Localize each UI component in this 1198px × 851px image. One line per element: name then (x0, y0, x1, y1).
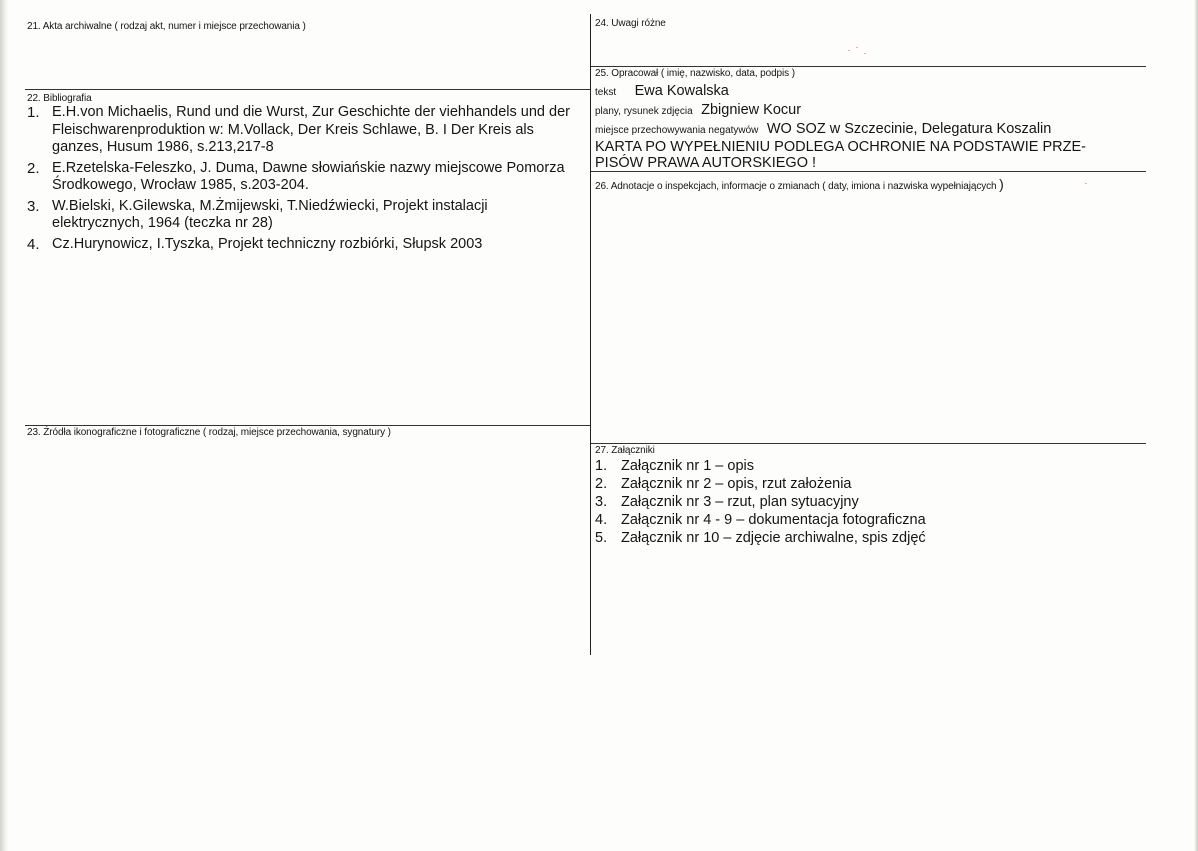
attachment-item (595, 475, 926, 493)
item-number: 2. (27, 159, 40, 177)
section-27-label: 27. Załączniki (595, 445, 655, 456)
attachment-item (595, 511, 926, 529)
bibliography-item (25, 198, 575, 233)
copyright-notice-line-1: KARTA PO WYPEŁNIENIU PODLEGA OCHRONIE NA PODSTAWIE PRZE- (595, 139, 1086, 155)
item-text: Załącznik nr 4 - 9 – dokumentacja fotograficzna (621, 512, 926, 528)
bibliography-item (25, 104, 575, 157)
section-divider-25 (591, 66, 1146, 67)
item-number: 1. (595, 458, 608, 474)
section-divider-27 (591, 443, 1146, 444)
item-text: Załącznik nr 10 – zdjęcie archiwalne, spis zdjęć (621, 530, 926, 546)
item-text: E.Rzetelska-Feleszko, J. Duma, Dawne słowiańskie nazwy miejscowe Pomorza Środkowego, Wrocław 1985, s.203-204. (52, 159, 565, 193)
item-text: Załącznik nr 2 – opis, rzut założenia (621, 476, 852, 492)
text-author-value: Ewa Kowalska (634, 83, 729, 99)
item-text: W.Bielski, K.Gilewska, M.Żmijewski, T.Niedźwiecki, Projekt instalacji elektrycznych, 1964 (teczka nr 28) (52, 197, 488, 231)
negatives-location-value: WO SOZ w Szczecinie, Delegatura Koszalin (766, 121, 1052, 137)
section-22-label: 22. Bibliografia (27, 93, 92, 104)
photo-author-label: plany, rysunek zdjęcia (595, 106, 693, 117)
section-26-label-paren: ) (999, 176, 1004, 192)
negatives-location-label: miejsce przechowywania negatywów (595, 125, 759, 136)
section-25-label: 25. Opracował ( imię, nazwisko, data, podpis ) (595, 68, 795, 79)
item-text: Cz.Hurynowicz, I.Tyszka, Projekt techniczny rozbiórki, Słupsk 2003 (52, 235, 483, 252)
item-text: E.H.von Michaelis, Rund und die Wurst, Zur Geschichte der viehhandels und der Fleischwarenproduktion w: M.Vollack, Der Kreis Schlawe, B. I Der Kreis als ganzes, Husum 1986, s.213,217-8 (52, 104, 570, 155)
scan-speck (864, 53, 866, 54)
attachment-item (595, 529, 926, 547)
attachment-item (595, 493, 926, 511)
item-number: 4. (27, 235, 40, 253)
section-divider-23 (25, 425, 590, 426)
section-26-label-text: 26. Adnotacje o inspekcjach, informacje o zmianach ( daty, imiona i nazwiska wypełniających (595, 181, 997, 192)
item-number: 5. (595, 530, 608, 546)
item-number: 3. (595, 494, 608, 510)
attachment-item (595, 457, 926, 475)
section-divider-26 (591, 171, 1146, 172)
bibliography-item (25, 236, 575, 254)
section-21-label: 21. Akta archiwalne ( rodzaj akt, numer i miejsce przechowania ) (27, 21, 306, 32)
text-author-row (595, 82, 1143, 101)
attachments-list (595, 457, 926, 547)
item-text: Załącznik nr 1 – opis (621, 458, 754, 474)
text-author-label: tekst (595, 87, 617, 98)
scan-speck (856, 47, 858, 48)
section-divider-22 (25, 89, 590, 90)
scan-speck (1085, 183, 1087, 184)
copyright-notice-line-2: PISÓW PRAWA AUTORSKIEGO ! (595, 155, 817, 171)
scan-speck (848, 50, 850, 51)
section-23-label: 23. Źródła ikonograficzne i fotograficzne ( rodzaj, miejsce przechowania, sygnatury ) (27, 427, 391, 438)
item-number: 2. (595, 476, 608, 492)
scan-edge-right (1194, 0, 1198, 851)
bibliography-item (25, 160, 575, 195)
photo-author-value: Zbigniew Kocur (701, 102, 802, 118)
item-text: Załącznik nr 3 – rzut, plan sytuacyjny (621, 494, 859, 510)
item-number: 4. (595, 512, 608, 528)
negatives-location-row (595, 120, 1143, 139)
photo-author-row (595, 101, 1143, 120)
section-26-label (595, 176, 1004, 192)
bibliography-list (25, 104, 575, 256)
item-number: 3. (27, 197, 40, 215)
column-divider (590, 14, 591, 655)
item-number: 1. (27, 104, 40, 121)
author-block (595, 82, 1143, 171)
scan-edge-left (0, 0, 8, 851)
section-24-label: 24. Uwagi różne (595, 18, 666, 29)
